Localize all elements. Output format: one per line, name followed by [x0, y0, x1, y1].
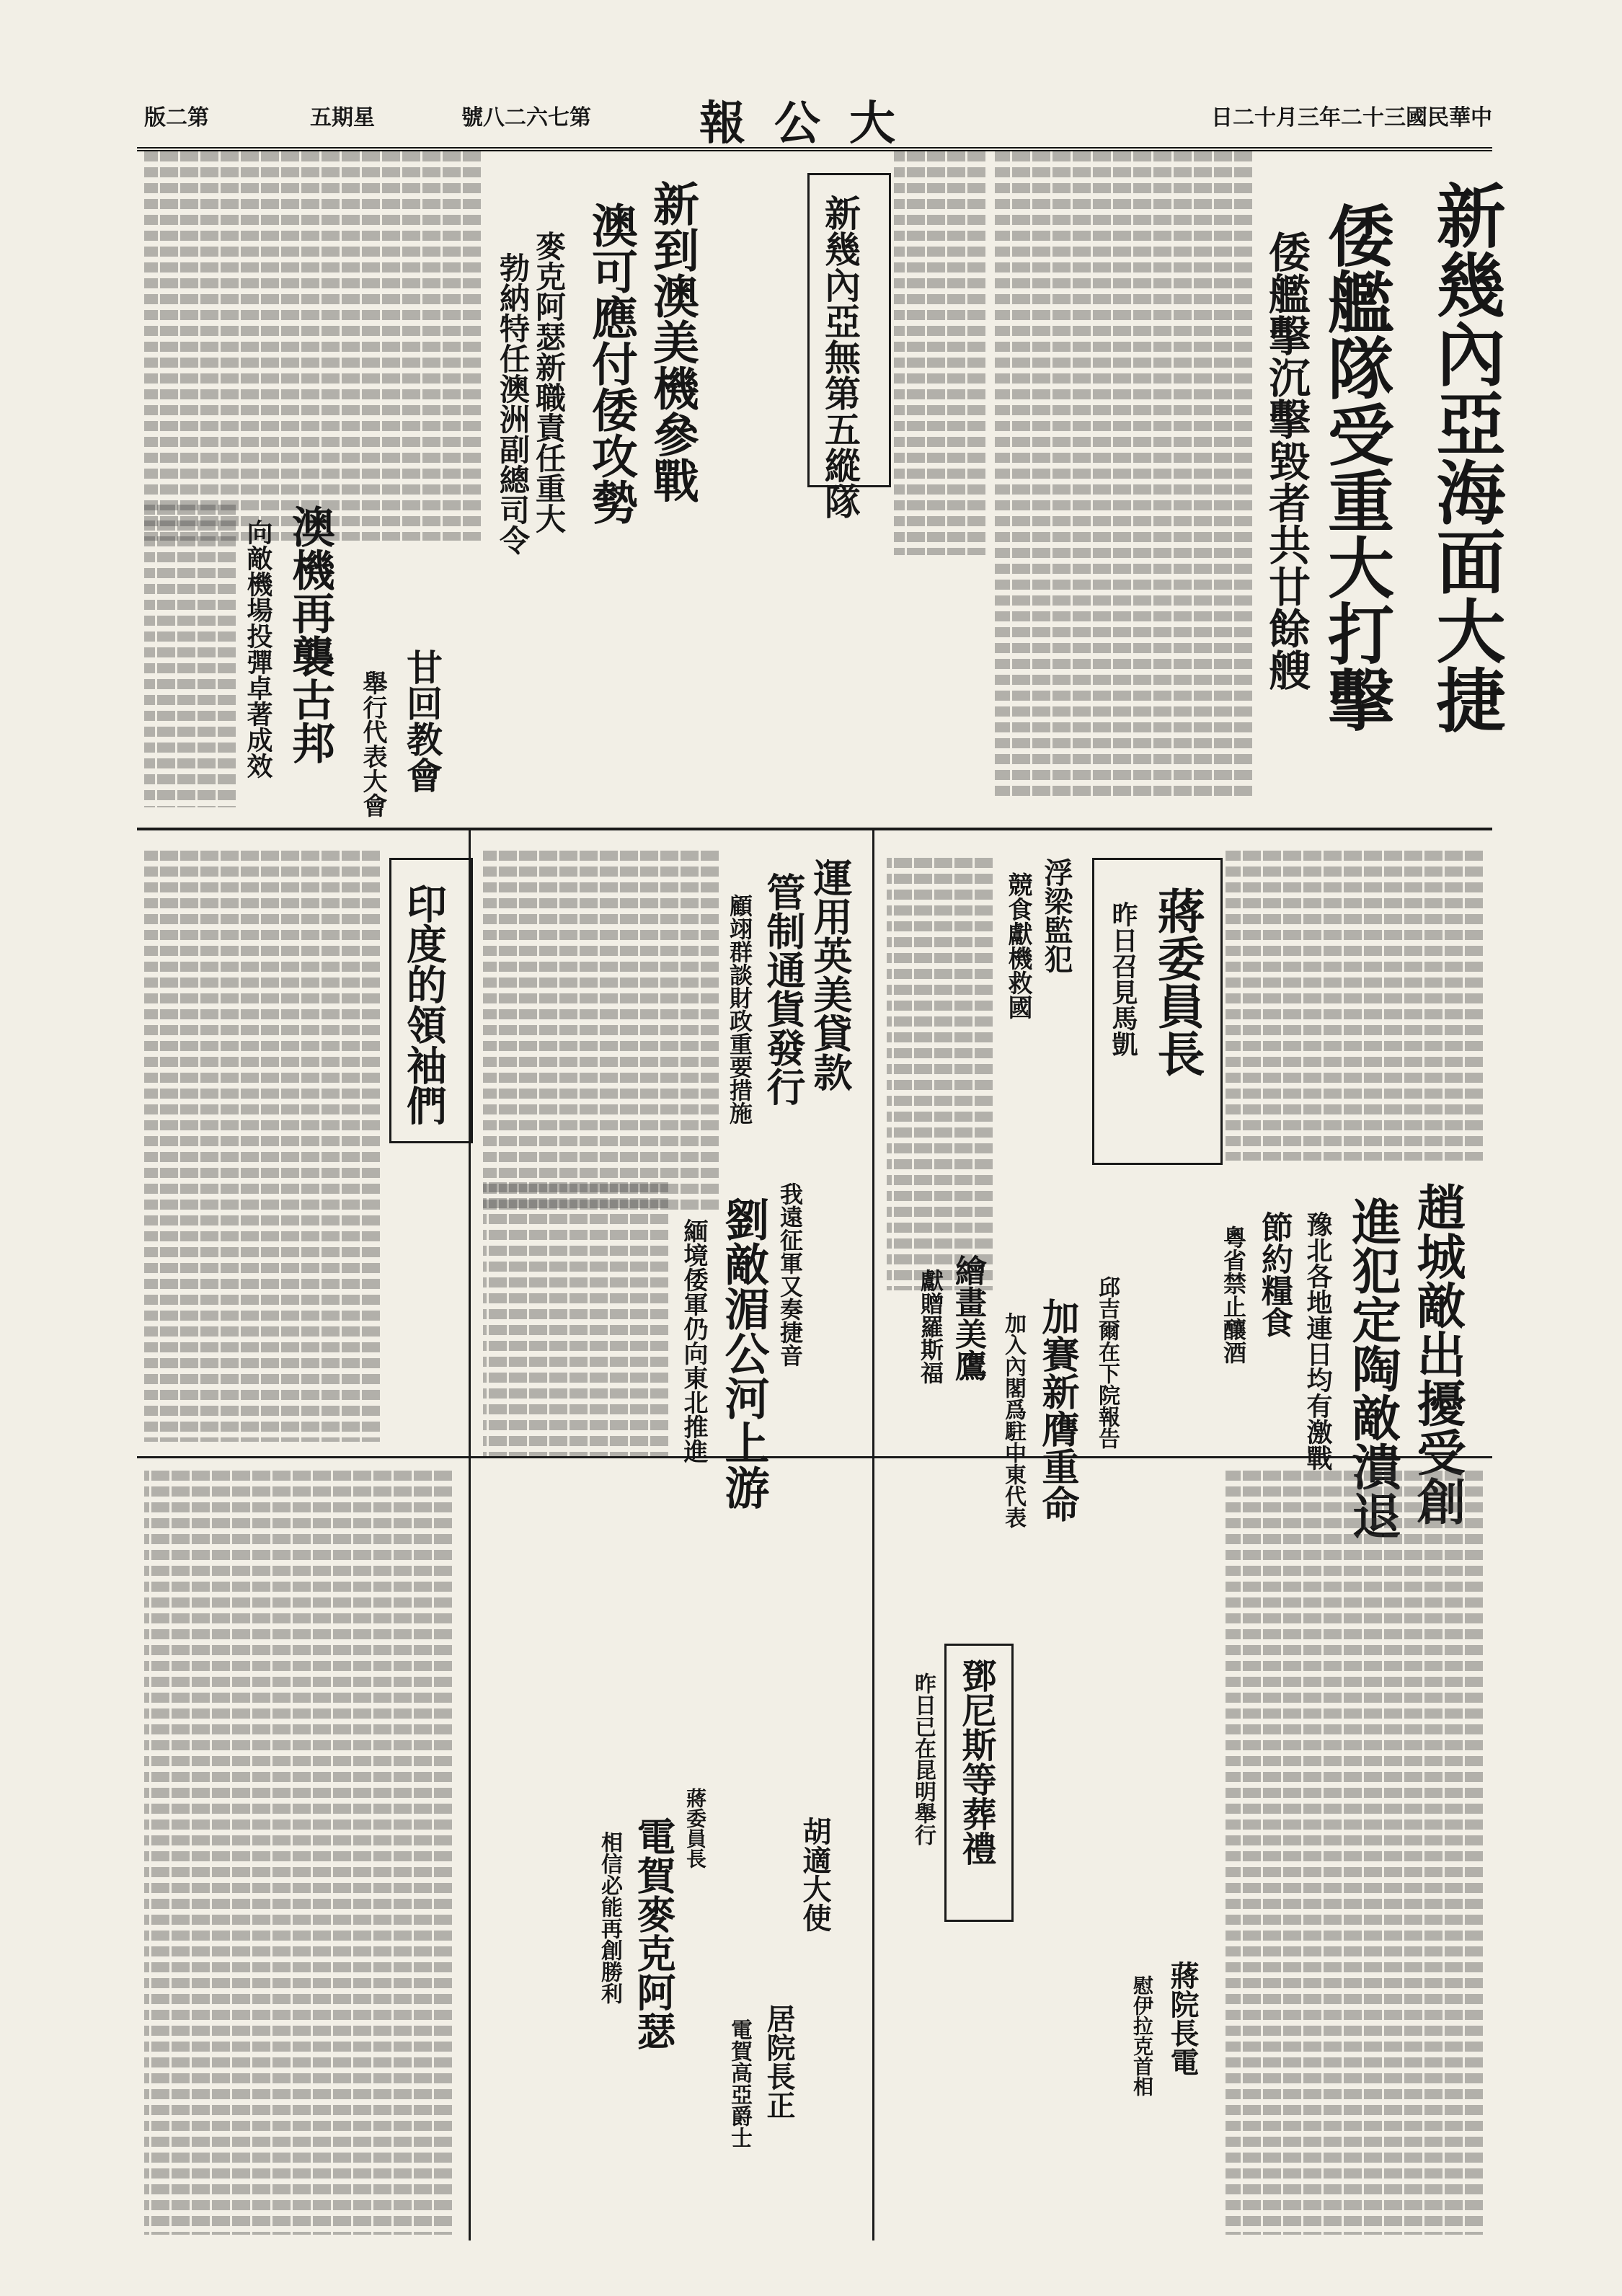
prisoner-headline: 浮梁監犯 [1040, 858, 1073, 973]
parliament-subhead: 加入內閣爲駐中東代表 [1001, 1312, 1026, 1528]
loans-body-text [483, 851, 721, 1211]
funeral-subhead: 昨日已在昆明舉行 [910, 1672, 936, 1845]
gansu-headline: 甘回教會 [401, 649, 443, 793]
telegram-headline: 電賀麥克阿瑟 [631, 1817, 677, 2050]
telegram-subhead: 相信必能再創勝利 [597, 1831, 622, 2004]
loans-headline-1: 運用英美貸款 [807, 858, 854, 1091]
masthead-page-number: 第二版 [144, 105, 209, 130]
painters-headline: 繪畫美鷹 [949, 1254, 986, 1381]
australia-headline-1: 新到澳美機參戰 [645, 180, 699, 503]
funeral-headline: 鄧尼斯等葬禮 [956, 1658, 996, 1866]
prisoner-subhead: 競食獻機救國 [1003, 872, 1032, 1019]
prisoner-body-text [887, 858, 995, 1290]
chairman-body-text [1226, 851, 1485, 1161]
parliament-headline: 加賽新膺重命 [1035, 1298, 1079, 1522]
premier-subhead: 慰伊拉克首相 [1130, 1975, 1154, 2096]
kupang-subhead: 向敵機場投彈卓著成效 [243, 519, 273, 779]
australia-subhead-2: 勃納特任澳洲副總司令 [495, 252, 531, 555]
gansu-subhead: 舉行代表大會 [358, 670, 387, 817]
masthead-paper-name: 大公報 [699, 97, 924, 151]
lead-headline-1: 新幾內亞海面大捷 [1425, 180, 1507, 734]
grain-headline: 節約糧食 [1256, 1211, 1293, 1338]
grain-subhead: 粵省禁止釀酒 [1220, 1225, 1247, 1364]
masthead-date: 中華民國三十二年三月十二日 [1211, 105, 1492, 130]
zhao-headline-2: 進犯定陶敵潰退 [1344, 1197, 1401, 1540]
mekong-kicker: 我遠征軍又奏捷音 [776, 1182, 804, 1367]
hu-headline: 胡適大使 [798, 1817, 832, 1932]
kupang-body-text [144, 505, 238, 807]
masthead-weekday: 星期五 [310, 105, 375, 130]
lead-subhead: 倭艦擊沉擊毀者共廿餘艘 [1262, 231, 1311, 691]
telegram-kicker: 蔣委員長 [683, 1788, 707, 1869]
masthead-issue: 第七六二八號 [461, 105, 591, 130]
mekong-headline: 劉敵湄公河上游 [717, 1197, 770, 1510]
loans-subhead: 顧翊群談財政重要措施 [726, 894, 753, 1125]
lead-body-text [995, 151, 1254, 800]
mekong-body-text [483, 1182, 670, 1456]
chairman-subhead: 昨日召見馬凱 [1108, 901, 1138, 1057]
box-story-1-body [894, 151, 988, 555]
india-headline: 印度的領袖們 [400, 883, 448, 1125]
divider-rule [137, 1456, 1492, 1458]
telegram-body-text [144, 1471, 454, 2235]
mekong-subhead: 緬境倭軍仍向東北推進 [679, 1218, 708, 1463]
lead-headline-2: 倭艦隊受重大打擊 [1317, 202, 1395, 732]
australia-body-text [144, 151, 483, 541]
box-story-1-headline: 新幾內亞無第五縱隊 [819, 195, 861, 519]
parliament-kicker: 邱吉爾在下院報告 [1094, 1276, 1120, 1449]
kupang-headline: 澳機再襲古邦 [285, 505, 335, 764]
india-body-text [144, 851, 382, 1442]
divider-rule [137, 828, 1492, 830]
masthead [137, 92, 1492, 151]
loans-headline-2: 管制通貨發行 [761, 872, 807, 1106]
premier-headline: 蔣院長電 [1166, 1961, 1200, 2076]
zhao-subhead: 豫北各地連日均有激戰 [1303, 1211, 1333, 1471]
zhao-body-text [1226, 1471, 1485, 2235]
painters-subhead: 獻贈羅斯福 [917, 1269, 944, 1384]
australia-subhead-1: 麥克阿瑟新職責任重大 [531, 231, 567, 533]
chairman-headline: 蔣委員長 [1149, 887, 1205, 1077]
zhao-headline-1: 趙城敵出擾受創 [1409, 1182, 1466, 1525]
divider-rule [872, 828, 874, 2240]
kunming-headline: 居院長正 [762, 2004, 796, 2119]
australia-headline-2: 澳可應付倭攻勢 [584, 202, 638, 525]
kunming-subhead: 電賀高亞爵士 [727, 2018, 752, 2148]
